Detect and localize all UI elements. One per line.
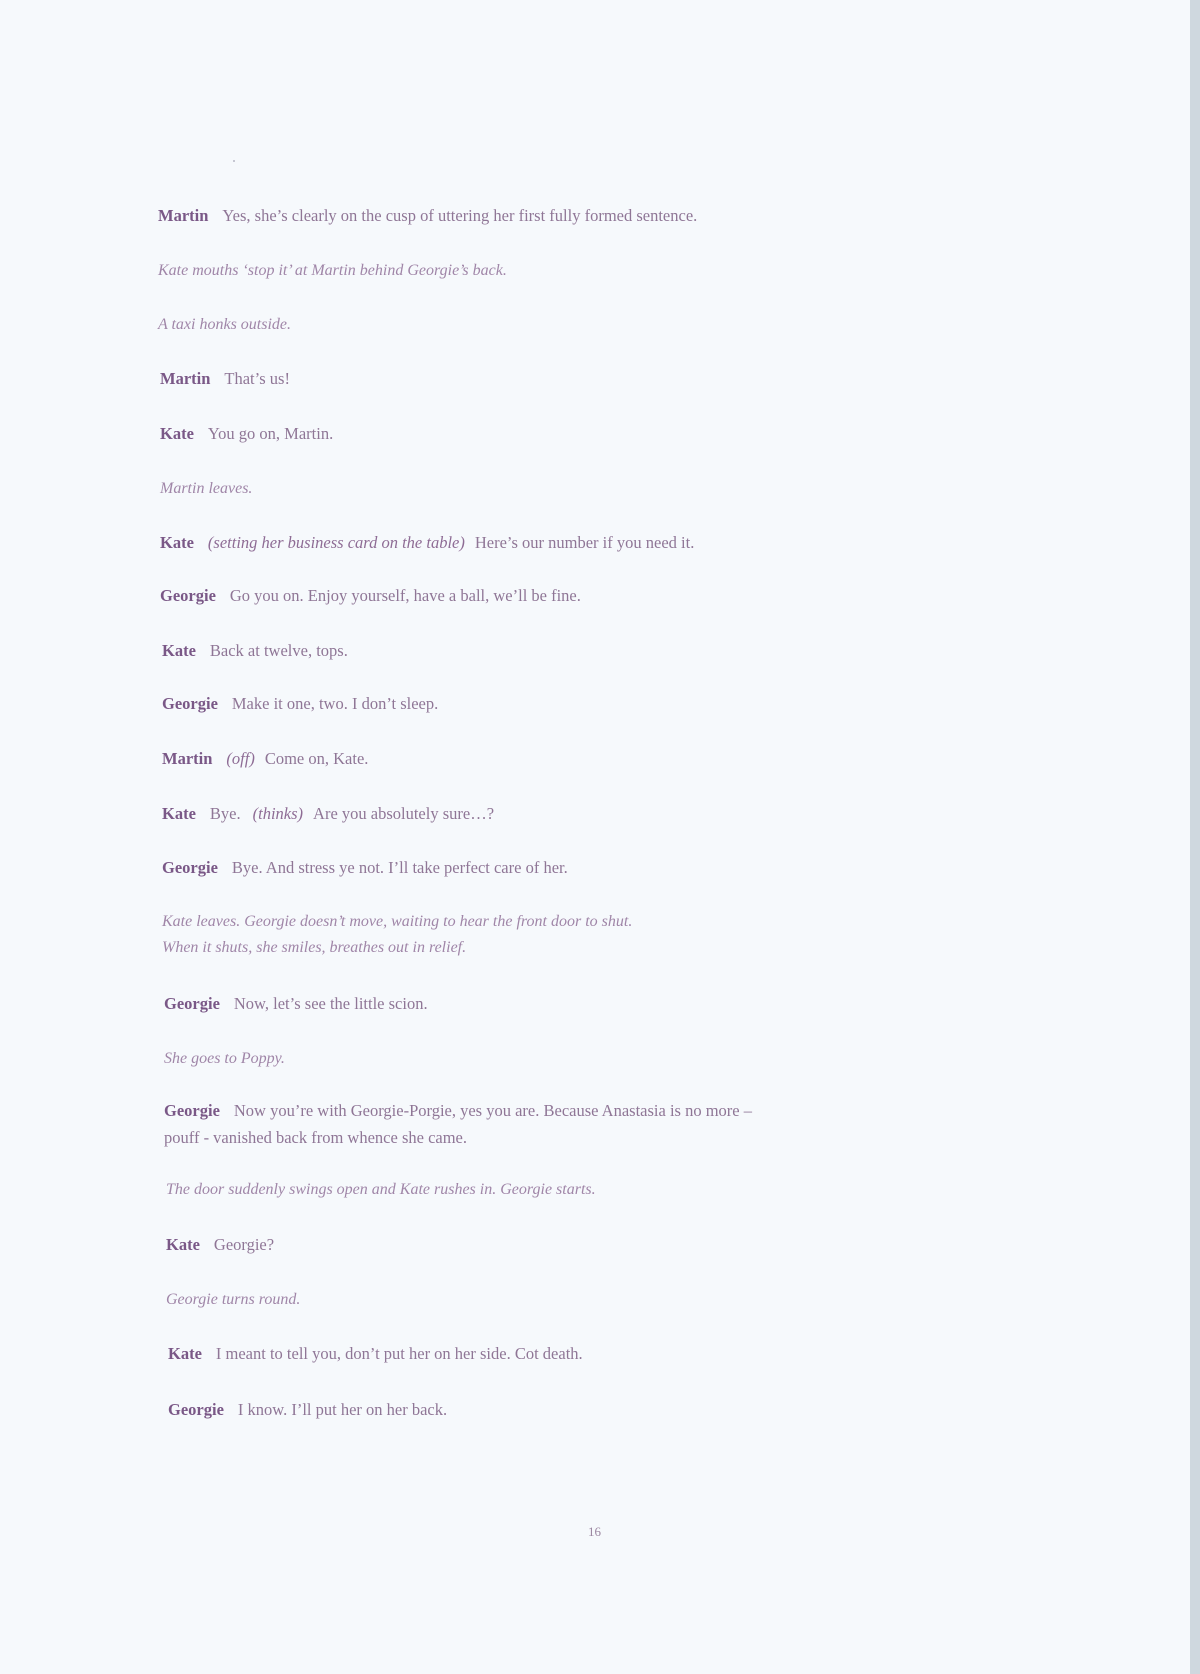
speaker-name: Kate [160,424,194,443]
parenthetical: (off) [226,749,255,768]
dialogue-text-2: Are you absolutely sure…? [313,804,495,823]
dialogue-text: That’s us! [224,369,290,388]
parenthetical: (thinks) [252,804,304,823]
speaker-name: Georgie [164,1101,220,1120]
dialogue-text: I meant to tell you, don’t put her on her side. Cot death. [215,1344,583,1363]
speaker-name: Martin [160,369,211,388]
dialogue-line [160,582,581,609]
dialogue-text-2: pouff - vanished back from whence she came. [164,1128,467,1147]
dialogue-text: Back at twelve, tops. [209,641,348,660]
speaker-name: Georgie [162,858,218,877]
dialogue-text: Georgie? [213,1235,275,1254]
dialogue-line [164,990,428,1017]
speaker-name: Georgie [162,694,218,713]
speaker-name: Kate [168,1344,202,1363]
dialogue-text: Now you’re with Georgie-Porgie, yes you are. Because Anastasia is no more – [233,1101,752,1120]
stage-direction-continued: When it shuts, she smiles, breathes out in relief. [162,939,467,956]
page-edge [1190,0,1200,1674]
dialogue-text: Bye. [209,804,241,823]
dialogue-line [162,800,494,827]
speaker-name: Kate [166,1235,200,1254]
dialogue-text: Bye. And stress ye not. I’ll take perfect care of her. [231,858,568,877]
dialogue-line [166,1231,274,1258]
dialogue-line [162,854,568,881]
dialogue-line [168,1340,583,1367]
speaker-name: Martin [162,749,213,768]
dialogue-text: Here’s our number if you need it. [474,533,695,552]
dialogue-continued [164,1124,467,1151]
dialogue-line [164,1097,752,1124]
dialogue-line [158,202,697,229]
dialogue-line [162,690,438,717]
dialogue-line [160,365,290,392]
stage-direction: She goes to Poppy. [164,1050,285,1067]
stage-direction: Martin leaves. [160,480,253,497]
speaker-name: Martin [158,206,209,225]
parenthetical: (setting her business card on the table) [207,533,465,552]
page-number: 16 [588,1524,601,1539]
stage-direction: The door suddenly swings open and Kate rushes in. Georgie starts. [166,1181,596,1198]
dialogue-text: Now, let’s see the little scion. [233,994,428,1013]
dialogue-line [160,420,333,447]
speaker-name: Georgie [168,1400,224,1419]
speaker-name: Georgie [164,994,220,1013]
stage-direction: Georgie turns round. [166,1291,301,1308]
stage-direction: A taxi honks outside. [158,316,292,333]
speaker-name: Georgie [160,586,216,605]
dialogue-text: Come on, Kate. [264,749,369,768]
dialogue-text: I know. I’ll put her on her back. [237,1400,448,1419]
dialogue-text: Go you on. Enjoy yourself, have a ball, we’ll be fine. [229,586,581,605]
stage-direction: Kate leaves. Georgie doesn’t move, waiting to hear the front door to shut. [162,913,633,930]
speaker-name: Kate [162,641,196,660]
dialogue-line [168,1396,447,1423]
speaker-name: Kate [162,804,196,823]
dialogue-line [162,637,348,664]
stage-direction: Kate mouths ‘stop it’ at Martin behind Georgie’s back. [158,262,507,279]
paper-speck [233,160,235,162]
dialogue-line [162,745,368,772]
dialogue-line [160,529,694,556]
dialogue-text: Make it one, two. I don’t sleep. [231,694,439,713]
dialogue-text: You go on, Martin. [207,424,334,443]
speaker-name: Kate [160,533,194,552]
dialogue-text: Yes, she’s clearly on the cusp of uttering her first fully formed sentence. [222,206,698,225]
